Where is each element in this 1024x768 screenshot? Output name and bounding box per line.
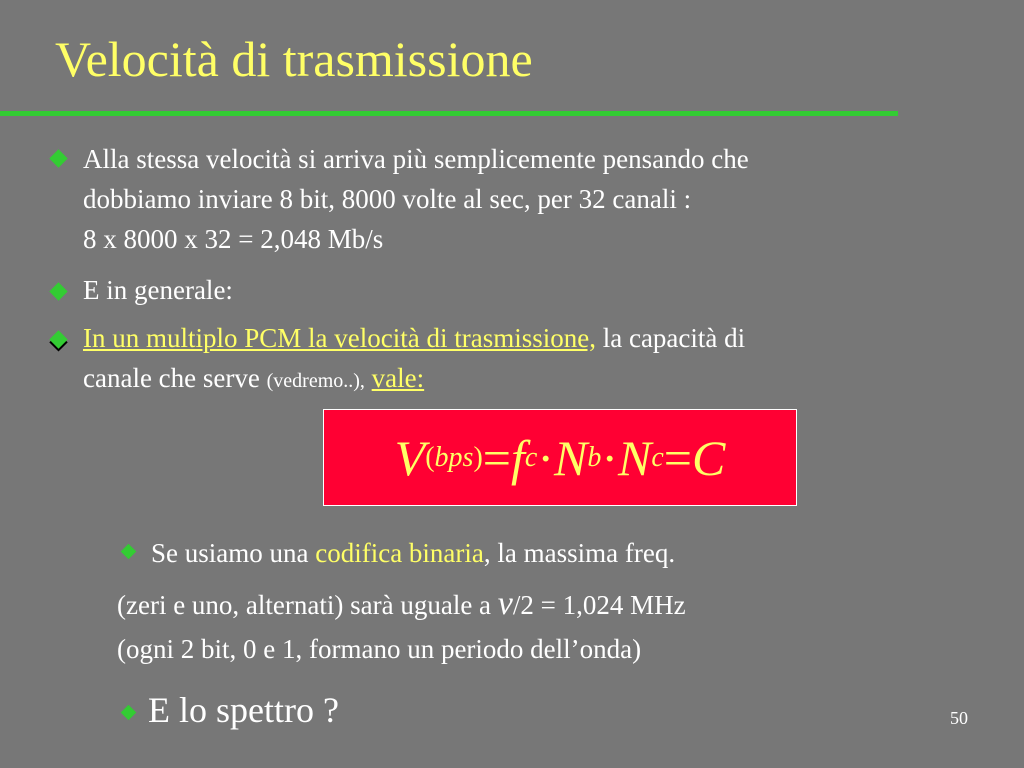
diamond-bullet-icon	[121, 544, 137, 560]
formula-v: V	[394, 429, 426, 486]
bullet-3-vale: vale:	[371, 363, 425, 393]
diamond-bullet-icon	[49, 149, 67, 167]
sub-bullet-1-line-2-value: /2 = 1,024 MHz	[512, 590, 686, 620]
bitrate-formula-box	[323, 409, 797, 506]
sub-bullet-1-line-2-text: (zeri e uno, alternati) sarà uguale a	[117, 590, 498, 620]
title-divider	[0, 111, 898, 116]
bullet-3-highlight: In un multiplo PCM la velocità di trasmissione,	[83, 323, 596, 353]
formula-n1: N	[553, 429, 588, 486]
bullet-3-line-2	[83, 358, 424, 401]
formula-c: C	[691, 429, 726, 486]
sub-bullet-1-highlight: codifica binaria	[315, 538, 484, 568]
nu-symbol: ν	[497, 585, 513, 622]
bullet-1-line-2: dobbiamo inviare 8 bit, 8000 volte al sec, per 32 canali :	[83, 184, 692, 214]
formula-dot-2: ·	[601, 429, 618, 486]
bullet-2-text: E in generale:	[83, 275, 233, 305]
sub-bullet-1-text-b: , la massima freq.	[483, 538, 676, 568]
formula-subscript-b: b	[587, 441, 602, 473]
diamond-bullet-icon	[49, 330, 67, 348]
page-number: 50	[950, 708, 968, 728]
sub-bullet-1-line-2	[117, 584, 686, 625]
formula-equals-1: =	[482, 429, 511, 486]
slide-title: Velocità di trasmissione	[55, 31, 533, 87]
formula-n2: N	[617, 429, 652, 486]
sub-bullet-1-line-1	[151, 533, 675, 573]
formula-f: f	[510, 429, 525, 486]
bullet-1-line-1: Alla stessa velocità si arriva più semplicemente pensando che	[83, 144, 749, 174]
bullet-1-line-3: 8 x 8000 x 32 = 2,048 Mb/s	[83, 224, 384, 254]
sub-bullet-2-text: E lo spettro ?	[148, 690, 339, 730]
bullet-3-line-1	[83, 318, 745, 358]
sub-bullet-1-line-3: (ogni 2 bit, 0 e 1, formano un periodo dell’onda)	[117, 634, 642, 664]
bullet-3-aside: (vedremo..),	[266, 370, 365, 392]
formula-dot-1: ·	[537, 429, 554, 486]
diamond-bullet-icon	[121, 705, 137, 721]
formula-equals-2: =	[663, 429, 692, 486]
formula-subscript-bps: (bps)	[425, 441, 483, 473]
bullet-3-rest: la capacità di	[595, 323, 746, 353]
diamond-bullet-icon	[49, 282, 67, 300]
bullet-3-space	[365, 363, 372, 393]
formula-subscript-c1: c	[524, 441, 538, 473]
formula-subscript-c2: c	[651, 441, 664, 473]
bullet-3-line-2-text: canale che serve	[83, 363, 267, 393]
sub-bullet-1-text-a: Se usiamo una	[151, 538, 316, 568]
